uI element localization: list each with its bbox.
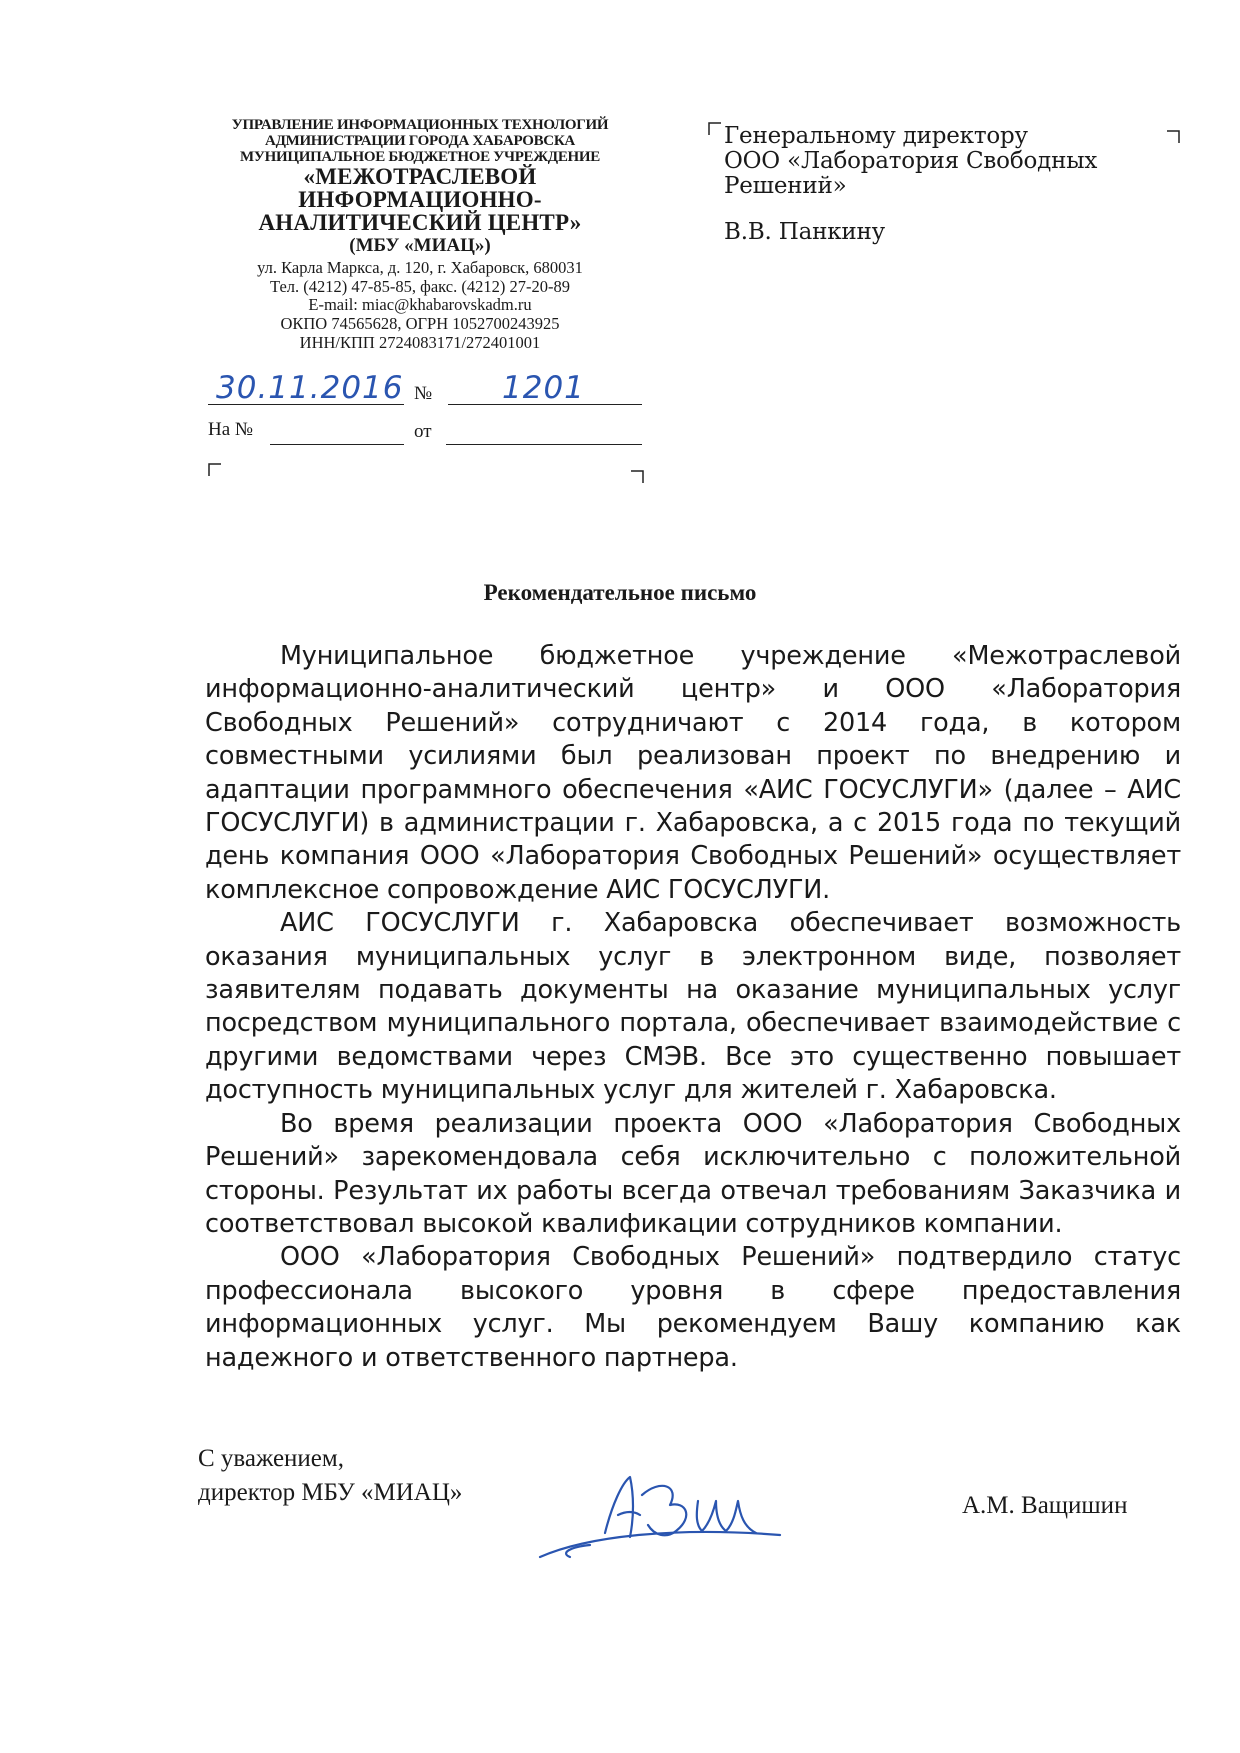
- reference-label: На №: [208, 419, 254, 440]
- letterhead-dept: УПРАВЛЕНИЕ ИНФОРМАЦИОННЫХ ТЕХНОЛОГИЙ: [231, 117, 609, 133]
- document-title: Рекомендательное письмо: [483, 580, 757, 605]
- paragraph: Муниципальное бюджетное учреждение «Межотраслевой информационно-аналитический центр» и ООО «Лаборатория Свободных Решений» сотрудничают с 2014 года, в котором совместными усилиями был реализован проект по внедрению и адаптации программного обеспечения «АИС ГОСУСЛУГИ» (далее – АИС ГОСУСЛУГИ) в администрации г. Хабаровска, а с 2015 года по текущий день компания ООО «Лаборатория Свободных Решений» осуществляет комплексное сопровождение АИС ГОСУСЛУГИ.: [205, 641, 1181, 905]
- letterhead-org-line2: ИНФОРМАЦИОННО-: [298, 187, 542, 213]
- from-label: от: [414, 421, 432, 442]
- addressee-company-line2: Решений»: [724, 172, 847, 199]
- letterhead-admin: АДМИНИСТРАЦИИ ГОРОДА ХАБАРОВСКА: [265, 132, 575, 149]
- letterhead-phone: Тел. (4212) 47-85-85, факс. (4212) 27-20-89: [270, 276, 570, 296]
- from-underline: [446, 444, 642, 445]
- closing-position: директор МБУ «МИАЦ»: [198, 1479, 463, 1506]
- letterhead-address: ул. Карла Маркса, д. 120, г. Хабаровск, 680031: [257, 258, 583, 278]
- letterhead-org-line1: «МЕЖОТРАСЛЕВОЙ: [303, 164, 537, 190]
- letterhead-inn: ИНН/КПП 2724083171/272401001: [299, 332, 541, 352]
- date-handwritten: 30.11.2016: [216, 370, 404, 406]
- signatory-name: А.М. Ващишин: [962, 1492, 1128, 1519]
- letterhead-email: E-mail: miac@khabarovskadm.ru: [308, 295, 532, 315]
- signature-image: [530, 1465, 790, 1575]
- letterhead-contacts: [200, 259, 640, 352]
- corner-mark-bottom-right: [630, 470, 644, 484]
- letterhead-abbr: (МБУ «МИАЦ»): [349, 235, 491, 257]
- corner-mark-addressee-left: [708, 122, 722, 136]
- addressee-block: [724, 124, 1144, 245]
- letterhead-org-line3: АНАЛИТИЧЕСКИЙ ЦЕНТР»: [258, 210, 582, 236]
- addressee-position: Генеральному директору: [724, 123, 1028, 149]
- corner-mark-addressee-right: [1166, 130, 1180, 144]
- paragraph: Во время реализации проекта ООО «Лаборатория Свободных Решений» зарекомендовала себя исключительно с положительной стороны. Результат их работы всегда отвечал требованиям Заказчика и соответствовал высокой квалификации сотрудников компании.: [205, 1108, 1181, 1239]
- addressee-company-line1: ООО «Лаборатория Свободных: [724, 147, 1098, 174]
- closing-block: [198, 1442, 462, 1510]
- paragraph: ООО «Лаборатория Свободных Решений» подтвердило статус профессионала высокого уровня в сфере предоставления информационных услуг. Мы рекомендуем Вашу компанию как надежного и ответственного партнера.: [205, 1242, 1181, 1373]
- addressee-name: В.В. Панкину: [724, 219, 886, 246]
- letterhead-okpo: ОКПО 74565628, ОГРН 1052700243925: [280, 314, 560, 334]
- letterhead: [200, 118, 640, 352]
- paragraph: АИС ГОСУСЛУГИ г. Хабаровска обеспечивает возможность оказания муниципальных услуг в электронном виде, позволяет заявителям подавать документы на оказание муниципальных услуг посредством муниципального портала, обеспечивает взаимодействие с другими ведомствами через СМЭВ. Все это существенно повышает доступность муниципальных услуг для жителей г. Хабаровска.: [205, 908, 1181, 1106]
- corner-mark-bottom-left: [208, 463, 222, 477]
- letter-body: [205, 640, 1181, 1375]
- number-handwritten: 1201: [502, 370, 585, 406]
- number-label: №: [414, 383, 433, 404]
- closing-regards: С уважением,: [198, 1445, 344, 1472]
- reference-underline: [270, 444, 404, 445]
- letterhead-institution-type: МУНИЦИПАЛЬНОЕ БЮДЖЕТНОЕ УЧРЕЖДЕНИЕ: [240, 148, 600, 165]
